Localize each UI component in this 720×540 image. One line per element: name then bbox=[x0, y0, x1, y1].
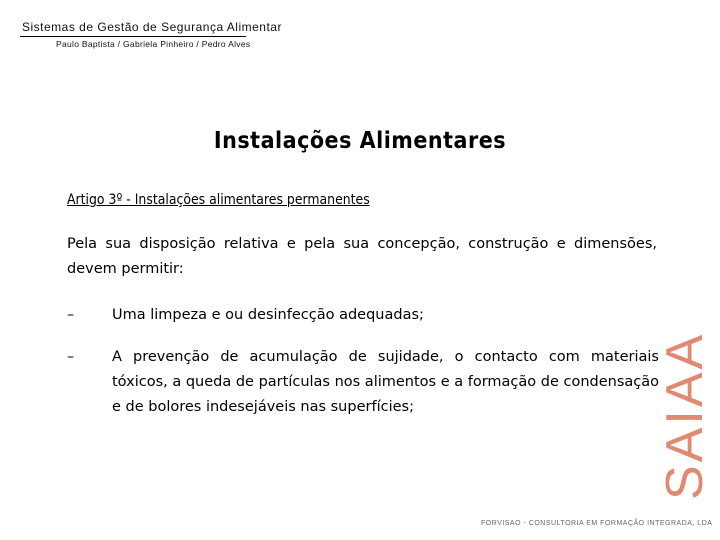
bullet-dash: – bbox=[67, 307, 74, 323]
saiaa-logo: SAIAA bbox=[656, 331, 714, 500]
bullet-text: A prevenção de acumulação de sujidade, o contacto com materiais tóxicos, a queda de partículas nos alimentos e a formação de condensação e de bolores indesejáveis nas superfícies; bbox=[112, 349, 660, 415]
footer-text: FORVISAO - CONSULTORIA EM FORMAÇÃO INTEGRADA, LDA bbox=[481, 520, 713, 527]
header-title: Sistemas de Gestão de Segurança Alimentar bbox=[22, 20, 282, 34]
article-heading: Artigo 3º - Instalações alimentares permanentes bbox=[67, 192, 370, 208]
header-authors: Paulo Baptista / Gabriela Pinheiro / Pedro Alves bbox=[56, 39, 251, 49]
header-rule bbox=[20, 36, 246, 37]
bullet-text: Uma limpeza e ou desinfecção adequadas; bbox=[112, 307, 424, 323]
intro-paragraph: Pela sua disposição relativa e pela sua concepção, construção e dimensões, devem permitir: bbox=[67, 236, 657, 277]
slide-title: Instalações Alimentares bbox=[213, 128, 507, 154]
bullet-dash: – bbox=[67, 349, 74, 365]
